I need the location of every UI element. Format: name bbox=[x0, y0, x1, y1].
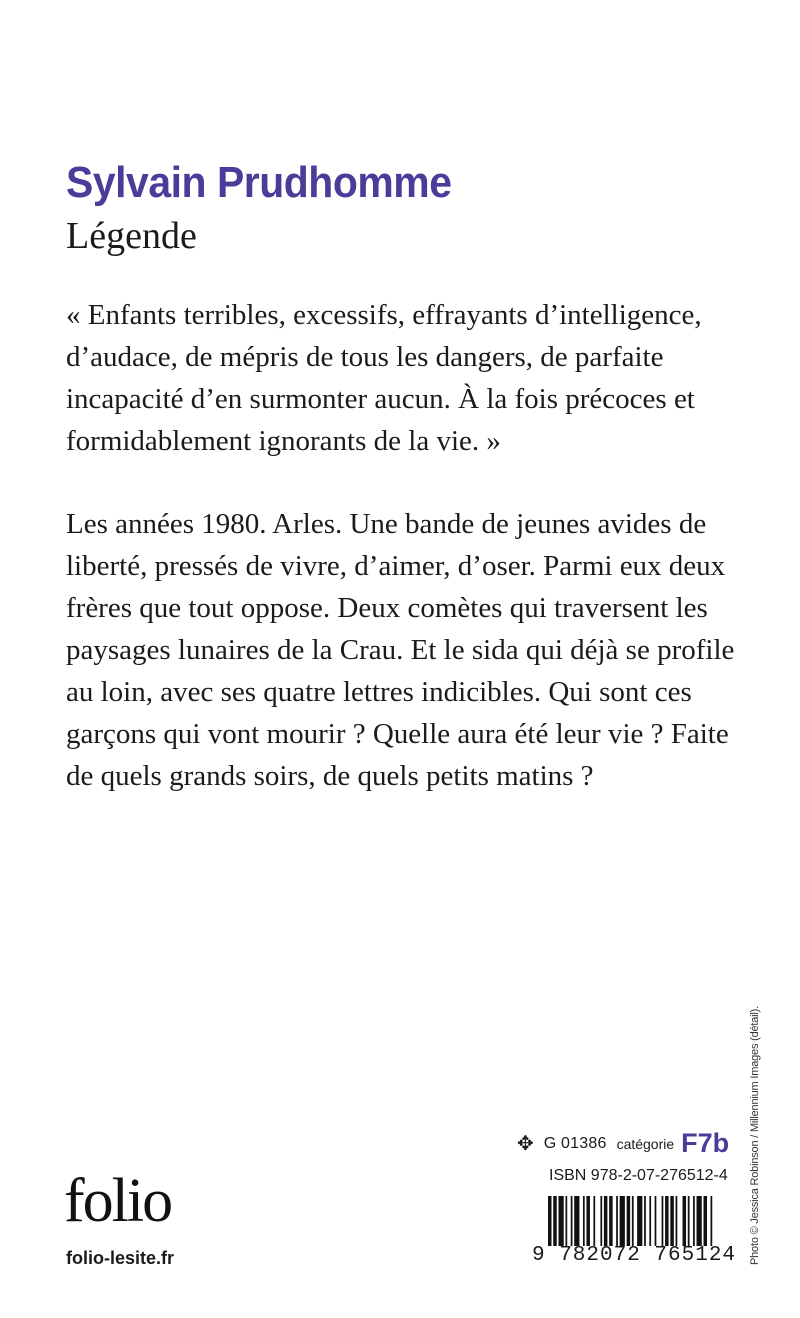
photo-credit: Photo © Jessica Robinson / Millennium Images (détail). bbox=[749, 1006, 761, 1265]
author-name: Sylvain Prudhomme bbox=[66, 158, 452, 207]
quote-line: formidablement ignorants de la vie. » bbox=[66, 425, 501, 457]
blurb-line: liberté, pressés de vivre, d’aimer, d’oser. Parmi eux deux bbox=[66, 550, 726, 582]
catalog-code-row bbox=[517, 1128, 729, 1159]
quote-paragraph bbox=[66, 294, 756, 462]
quote-line: incapacité d’en surmonter aucun. À la fois précoces et bbox=[66, 383, 695, 415]
folio-logo: folio bbox=[64, 1167, 172, 1235]
catalog-code: G 01386 bbox=[543, 1134, 607, 1152]
blurb-line: frères que tout oppose. Deux comètes qui traversent les bbox=[66, 592, 708, 624]
barcode-bars bbox=[548, 1196, 714, 1246]
barcode-digits: 9 782072 765124 bbox=[532, 1244, 737, 1267]
blurb-line: de quels grands soirs, de quels petits matins ? bbox=[66, 760, 594, 792]
publisher-mark-icon: ✥ bbox=[517, 1133, 534, 1155]
category-code: F7b bbox=[681, 1128, 730, 1158]
blurb-line: paysages lunaires de la Crau. Et le sida qui déjà se profile bbox=[66, 634, 735, 666]
blurb-line: Les années 1980. Arles. Une bande de jeunes avides de bbox=[66, 508, 707, 540]
blurb-paragraph bbox=[66, 503, 756, 797]
isbn: ISBN 978-2-07-276512-4 bbox=[549, 1167, 728, 1184]
website-link[interactable]: folio-lesite.fr bbox=[66, 1248, 175, 1268]
blurb-line: au loin, avec ses quatre lettres indicibles. Qui sont ces bbox=[66, 676, 692, 708]
quote-line: d’audace, de mépris de tous les dangers, de parfaite bbox=[66, 341, 664, 373]
quote-line: « Enfants terribles, excessifs, effrayants d’intelligence, bbox=[66, 299, 702, 331]
category-label: catégorie bbox=[616, 1135, 675, 1152]
blurb-line: garçons qui vont mourir ? Quelle aura été leur vie ? Faite bbox=[66, 718, 729, 750]
book-title: Légende bbox=[66, 215, 197, 257]
